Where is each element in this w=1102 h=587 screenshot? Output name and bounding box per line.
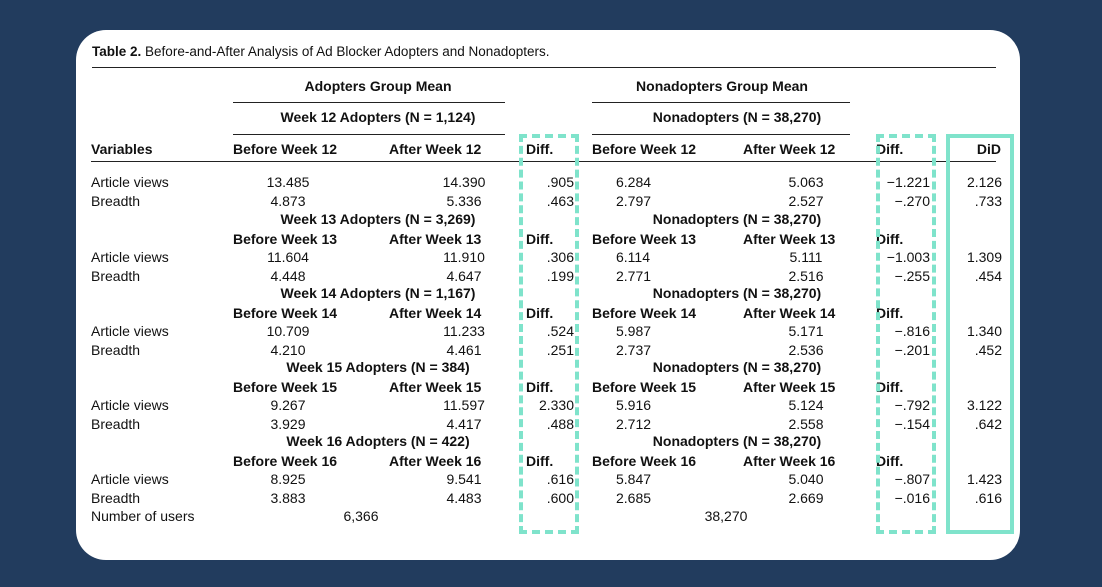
nonadopters-after-value: 2.669 bbox=[788, 489, 824, 506]
adopters-after-header: After Week 15 bbox=[389, 379, 482, 395]
adopters-diff-header: Diff. bbox=[526, 305, 554, 321]
did-value: .733 bbox=[974, 192, 1002, 209]
adopters-before-header: Before Week 13 bbox=[233, 231, 338, 247]
did-value: 1.423 bbox=[966, 471, 1002, 487]
adopters-before-value: 3.883 bbox=[270, 489, 306, 506]
row-variable: Breadth bbox=[91, 415, 141, 432]
adopters-diff-value: .306 bbox=[546, 249, 574, 265]
adopters-subgroup-label: Week 12 Adopters (N = 1,124) bbox=[280, 109, 476, 125]
did-value: 1.340 bbox=[966, 323, 1002, 339]
did-value: .454 bbox=[974, 267, 1002, 284]
row-variable: Article views bbox=[91, 249, 169, 265]
adopters-after-header: After Week 14 bbox=[389, 305, 482, 321]
adopters-after-value: 11.597 bbox=[443, 397, 485, 413]
nonadopters-before-header: Before Week 15 bbox=[592, 379, 697, 395]
adopters-before-value: 4.448 bbox=[270, 267, 306, 284]
did-header: DiD bbox=[976, 141, 1001, 157]
adopters-diff-highlight bbox=[519, 134, 579, 534]
adopters-group-rule bbox=[233, 102, 505, 103]
nonadopters-before-header: Before Week 14 bbox=[592, 305, 697, 321]
nonadopters-after-header: After Week 16 bbox=[743, 453, 836, 469]
adopters-before-value: 4.873 bbox=[270, 192, 306, 209]
nonadopters-diff-header: Diff. bbox=[876, 231, 904, 247]
adopters-after-value: 4.417 bbox=[446, 415, 482, 432]
adopters-after-value: 5.336 bbox=[446, 192, 482, 209]
did-value: .452 bbox=[974, 341, 1002, 358]
adopters-after-header: After Week 13 bbox=[389, 231, 482, 247]
nonadopters-after-value: 2.516 bbox=[788, 267, 824, 284]
adopters-diff-header: Diff. bbox=[526, 453, 554, 469]
row-variable: Article views bbox=[91, 323, 169, 339]
adopters-subgroup-label: Week 14 Adopters (N = 1,167) bbox=[280, 285, 476, 301]
adopters-before-header: Before Week 16 bbox=[233, 453, 338, 469]
nonadopters-after-value: 5.171 bbox=[788, 323, 824, 339]
adopters-before-value: 13.485 bbox=[266, 174, 310, 190]
row-variable: Article views bbox=[91, 397, 169, 413]
did-highlight bbox=[946, 134, 1014, 534]
nonadopters-diff-value: −1.003 bbox=[886, 249, 930, 265]
row-variable: Breadth bbox=[91, 341, 141, 358]
nonadopters-before-value: 5.916 bbox=[616, 397, 652, 413]
adopters-subgroup-label: Week 15 Adopters (N = 384) bbox=[286, 359, 470, 375]
number-of-users-label: Number of users bbox=[91, 508, 195, 524]
adopters-after-value: 4.647 bbox=[446, 267, 482, 284]
caption-title: Before-and-After Analysis of Ad Blocker Adopters and Nonadopters. bbox=[145, 44, 550, 59]
adopters-diff-header: Diff. bbox=[526, 379, 554, 395]
adopters-before-value: 10.709 bbox=[266, 323, 310, 339]
nonadopters-before-value: 5.987 bbox=[616, 323, 652, 339]
adopters-diff-value: .600 bbox=[546, 489, 574, 506]
did-value: 3.122 bbox=[966, 397, 1002, 413]
table-card bbox=[76, 30, 1020, 560]
nonadopters-before-header: Before Week 12 bbox=[592, 141, 697, 157]
variables-header: Variables bbox=[91, 141, 153, 157]
adopters-subgroup-label: Week 16 Adopters (N = 422) bbox=[286, 433, 470, 449]
did-value: 1.309 bbox=[966, 249, 1002, 265]
nonadopters-after-value: 2.527 bbox=[788, 192, 824, 209]
row-variable: Breadth bbox=[91, 267, 141, 284]
nonadopters-after-value: 2.558 bbox=[788, 415, 824, 432]
nonadopters-diff-value: −.792 bbox=[894, 397, 930, 413]
number-of-users-adopters: 6,366 bbox=[343, 508, 379, 524]
adopters-diff-header: Diff. bbox=[526, 231, 554, 247]
adopters-diff-value: .616 bbox=[546, 471, 574, 487]
nonadopters-before-value: 6.114 bbox=[616, 249, 650, 265]
nonadopters-diff-header: Diff. bbox=[876, 379, 904, 395]
nonadopters-after-header: After Week 13 bbox=[743, 231, 836, 247]
caption-label: Table 2. bbox=[92, 44, 142, 59]
nonadopters-diff-header: Diff. bbox=[876, 305, 904, 321]
adopters-after-value: 14.390 bbox=[442, 174, 486, 190]
did-value: .642 bbox=[974, 415, 1002, 432]
nonadopters-diff-value: −.154 bbox=[894, 415, 930, 432]
nonadopters-diff-value: −.807 bbox=[894, 471, 930, 487]
nonadopters-after-value: 5.124 bbox=[788, 397, 824, 413]
nonadopters-subgroup-label: Nonadopters (N = 38,270) bbox=[652, 211, 822, 227]
nonadopters-after-value: 2.536 bbox=[788, 341, 824, 358]
adopters-diff-value: .524 bbox=[546, 323, 574, 339]
table-caption bbox=[92, 44, 550, 59]
nonadopters-after-value: 5.111 bbox=[789, 249, 823, 265]
nonadopters-diff-value: −.201 bbox=[894, 341, 930, 358]
top-rule bbox=[92, 67, 996, 68]
nonadopters-subgroup-label: Nonadopters (N = 38,270) bbox=[652, 359, 822, 375]
nonadopters-after-header: After Week 15 bbox=[743, 379, 836, 395]
adopters-after-header: After Week 16 bbox=[389, 453, 482, 469]
nonadopters-after-value: 5.063 bbox=[788, 174, 824, 190]
row-variable: Article views bbox=[91, 471, 169, 487]
nonadopters-before-value: 2.797 bbox=[616, 192, 652, 209]
adopters-after-value: 4.461 bbox=[446, 341, 482, 358]
adopters-diff-value: 2.330 bbox=[538, 397, 574, 413]
nonadopters-before-header: Before Week 13 bbox=[592, 231, 697, 247]
adopters-diff-value: .463 bbox=[546, 192, 574, 209]
nonadopters-subgroup-label: Nonadopters (N = 38,270) bbox=[652, 433, 822, 449]
nonadopters-after-header: After Week 14 bbox=[743, 305, 836, 321]
nonadopters-diff-value: −.270 bbox=[894, 192, 930, 209]
nonadopters-group-rule bbox=[592, 102, 850, 103]
nonadopters-before-value: 6.284 bbox=[616, 174, 652, 190]
nonadopters-before-header: Before Week 16 bbox=[592, 453, 697, 469]
adopters-diff-header: Diff. bbox=[526, 141, 554, 157]
nonadopters-before-value: 2.712 bbox=[616, 415, 652, 432]
row-variable: Breadth bbox=[91, 192, 141, 209]
adopters-before-value: 4.210 bbox=[270, 341, 306, 358]
adopters-subgroup-label: Week 13 Adopters (N = 3,269) bbox=[280, 211, 476, 227]
nonadopters-diff-highlight bbox=[876, 134, 936, 534]
nonadopters-subgroup-label: Nonadopters (N = 38,270) bbox=[652, 109, 822, 125]
number-of-users-nonadopters: 38,270 bbox=[704, 508, 748, 524]
did-value: .616 bbox=[974, 489, 1002, 506]
nonadopters-subgroup-rule bbox=[592, 134, 850, 135]
adopters-after-value: 9.541 bbox=[446, 471, 482, 487]
did-value: 2.126 bbox=[966, 174, 1002, 190]
nonadopters-group-header: Nonadopters Group Mean bbox=[636, 78, 808, 94]
adopters-before-header: Before Week 14 bbox=[233, 305, 338, 321]
adopters-before-value: 9.267 bbox=[270, 397, 306, 413]
adopters-before-value: 8.925 bbox=[270, 471, 306, 487]
adopters-diff-value: .199 bbox=[546, 267, 574, 284]
nonadopters-after-value: 5.040 bbox=[788, 471, 824, 487]
row-variable: Breadth bbox=[91, 489, 141, 506]
adopters-before-value: 11.604 bbox=[267, 249, 309, 265]
adopters-group-header: Adopters Group Mean bbox=[304, 78, 452, 94]
adopters-after-header: After Week 12 bbox=[389, 141, 482, 157]
nonadopters-before-value: 2.685 bbox=[616, 489, 652, 506]
adopters-before-header: Before Week 15 bbox=[233, 379, 338, 395]
adopters-subgroup-rule bbox=[233, 134, 505, 135]
nonadopters-before-value: 2.771 bbox=[616, 267, 652, 284]
adopters-before-header: Before Week 12 bbox=[233, 141, 338, 157]
nonadopters-diff-header: Diff. bbox=[876, 453, 904, 469]
nonadopters-diff-value: −.816 bbox=[894, 323, 930, 339]
adopters-after-value: 11.233 bbox=[443, 323, 485, 339]
nonadopters-diff-value: −1.221 bbox=[886, 174, 930, 190]
adopters-after-value: 4.483 bbox=[446, 489, 482, 506]
adopters-before-value: 3.929 bbox=[270, 415, 306, 432]
nonadopters-diff-value: −.255 bbox=[894, 267, 930, 284]
nonadopters-diff-value: −.016 bbox=[894, 489, 930, 506]
adopters-after-value: 11.910 bbox=[443, 249, 485, 265]
row-variable: Article views bbox=[91, 174, 169, 190]
adopters-diff-value: .488 bbox=[546, 415, 574, 432]
nonadopters-diff-header: Diff. bbox=[876, 141, 904, 157]
nonadopters-before-value: 2.737 bbox=[616, 341, 652, 358]
nonadopters-after-header: After Week 12 bbox=[743, 141, 836, 157]
adopters-diff-value: .251 bbox=[546, 341, 574, 358]
nonadopters-subgroup-label: Nonadopters (N = 38,270) bbox=[652, 285, 822, 301]
adopters-diff-value: .905 bbox=[546, 174, 574, 190]
nonadopters-before-value: 5.847 bbox=[616, 471, 652, 487]
